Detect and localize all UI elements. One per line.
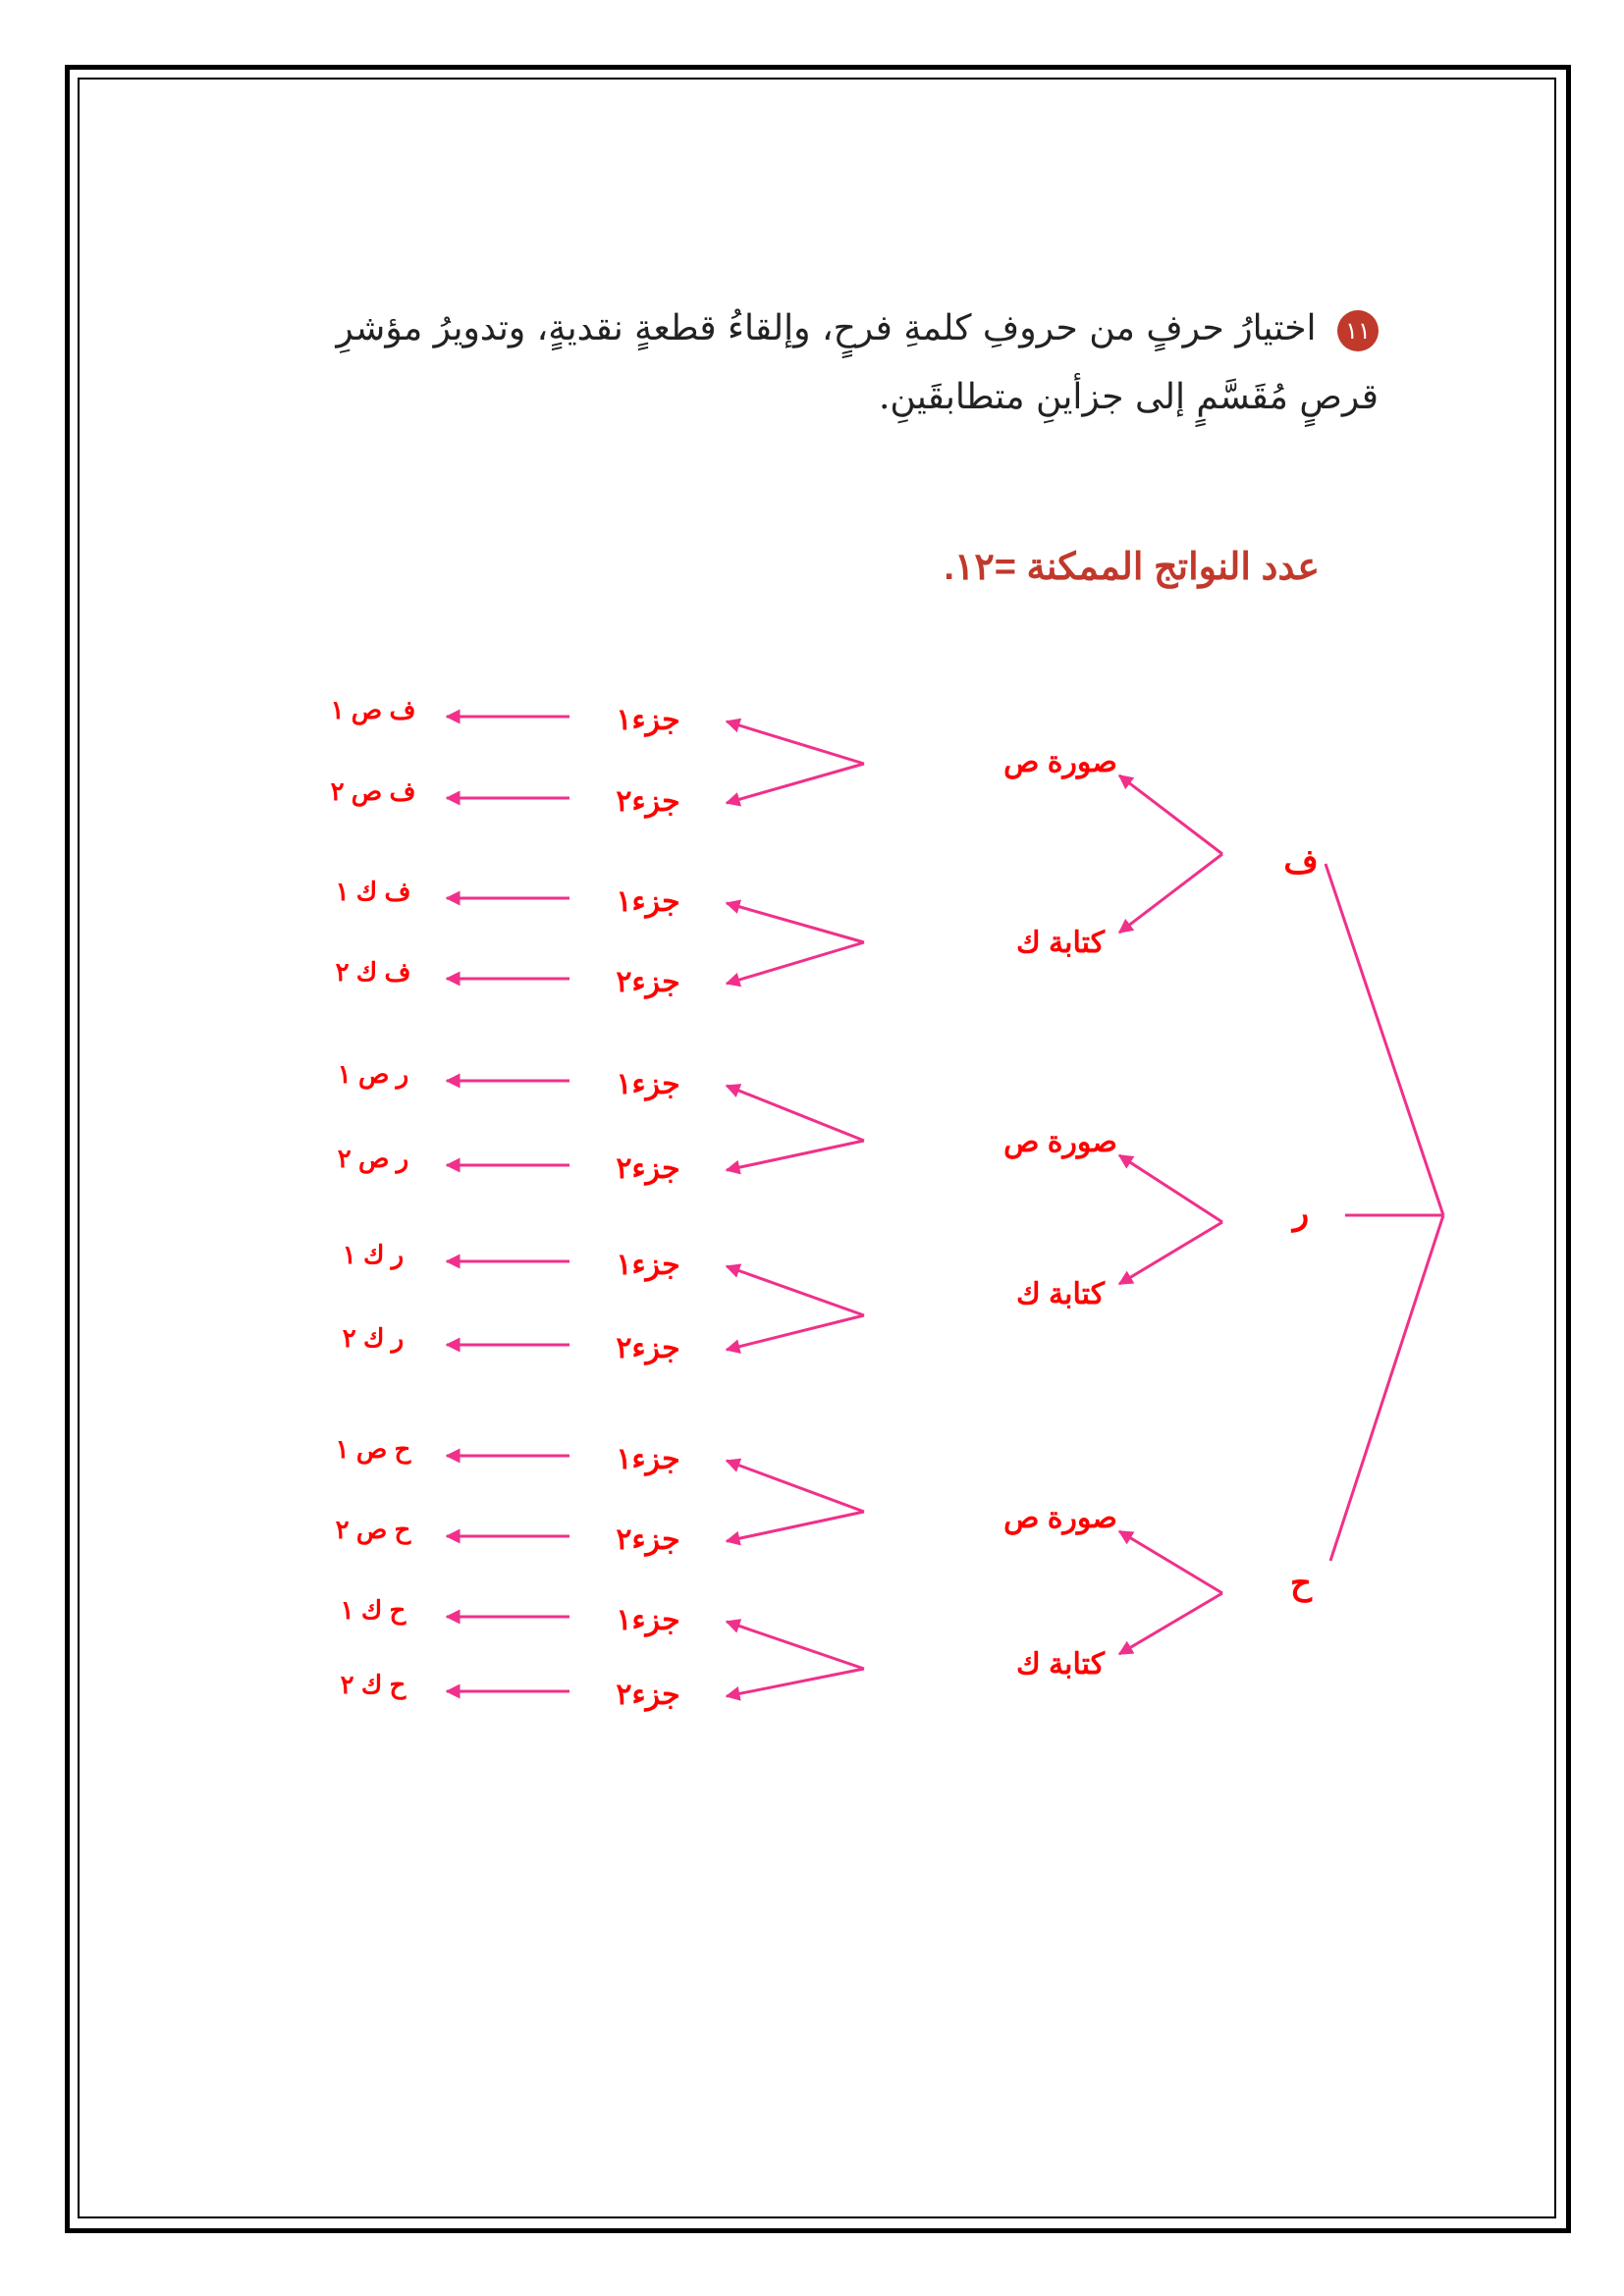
outcome-label: ف ك ٢ — [335, 956, 411, 987]
part-edge — [727, 903, 864, 942]
branch-edge — [1119, 1531, 1222, 1593]
part-edge — [727, 721, 864, 764]
letter-node: ح — [1290, 1564, 1312, 1602]
outcome-label: ف ك ١ — [335, 876, 411, 906]
question-text: اختيارُ حرفٍ من حروفِ كلمةِ فرحٍ، وإلقاءُ قطعةٍ نقديةٍ، وتدويرُ مؤشرِ قرصٍ مُقَسَّمٍ إلى جزأينِ متطابقَينِ. — [336, 308, 1379, 417]
spinner-node: جزء٢ — [616, 1678, 680, 1711]
coin-node: صورة ص — [1003, 745, 1117, 778]
branch-edge — [1119, 854, 1222, 933]
question-number-badge: ١١ — [1337, 310, 1379, 351]
spinner-node: جزء١ — [616, 703, 680, 736]
letter-node: ف — [1283, 842, 1319, 881]
root-edge-ha — [1330, 1215, 1443, 1561]
spinner-node: جزء١ — [616, 884, 680, 918]
part-edge — [727, 1669, 864, 1696]
branch-edge — [1119, 1155, 1222, 1222]
part-edge — [727, 1266, 864, 1315]
spinner-node: جزء٢ — [616, 965, 680, 998]
letter-node: ر — [1292, 1194, 1310, 1232]
coin-node: كتابة ك — [1016, 1277, 1105, 1310]
part-edge — [727, 1086, 864, 1141]
outcome-label: ح ص ٢ — [335, 1514, 411, 1544]
outcome-label: ر ص ١ — [337, 1058, 409, 1089]
coin-node: كتابة ك — [1016, 1647, 1105, 1681]
part-edge — [727, 1315, 864, 1350]
outcome-label: ح ص ١ — [335, 1433, 411, 1464]
outcome-label: ف ص ٢ — [330, 775, 416, 806]
spinner-node: جزء١ — [616, 1603, 680, 1636]
coin-node: صورة ص — [1003, 1501, 1117, 1534]
part-edge — [727, 1622, 864, 1669]
outcome-label: ح ك ١ — [340, 1594, 406, 1625]
outcome-label: ر ص ٢ — [337, 1143, 409, 1173]
root-edge-fa — [1326, 864, 1443, 1215]
spinner-node: جزء٢ — [616, 1522, 680, 1556]
outcome-label: ح ك ٢ — [340, 1669, 406, 1699]
part-edge — [727, 1141, 864, 1170]
coin-node: كتابة ك — [1016, 926, 1105, 959]
part-edge — [727, 1512, 864, 1541]
spinner-node: جزء١ — [616, 1248, 680, 1281]
coin-node: صورة ص — [1003, 1125, 1117, 1158]
part-edge — [727, 764, 864, 803]
spinner-node: جزء٢ — [616, 1331, 680, 1364]
part-edge — [727, 942, 864, 984]
branch-edge — [1119, 1222, 1222, 1284]
outcome-label: ر ك ١ — [342, 1239, 405, 1269]
outcome-label: ر ك ٢ — [342, 1322, 405, 1353]
branch-edge — [1119, 1593, 1222, 1654]
outcome-label: ف ص ١ — [330, 694, 416, 724]
branch-edge — [1119, 775, 1222, 854]
spinner-node: جزء٢ — [616, 1151, 680, 1185]
spinner-node: جزء٢ — [616, 784, 680, 818]
spinner-node: جزء١ — [616, 1442, 680, 1475]
part-edge — [727, 1461, 864, 1512]
spinner-node: جزء١ — [616, 1067, 680, 1100]
outcome-count: عدد النواتج الممكنة =١٢. — [944, 547, 1320, 588]
